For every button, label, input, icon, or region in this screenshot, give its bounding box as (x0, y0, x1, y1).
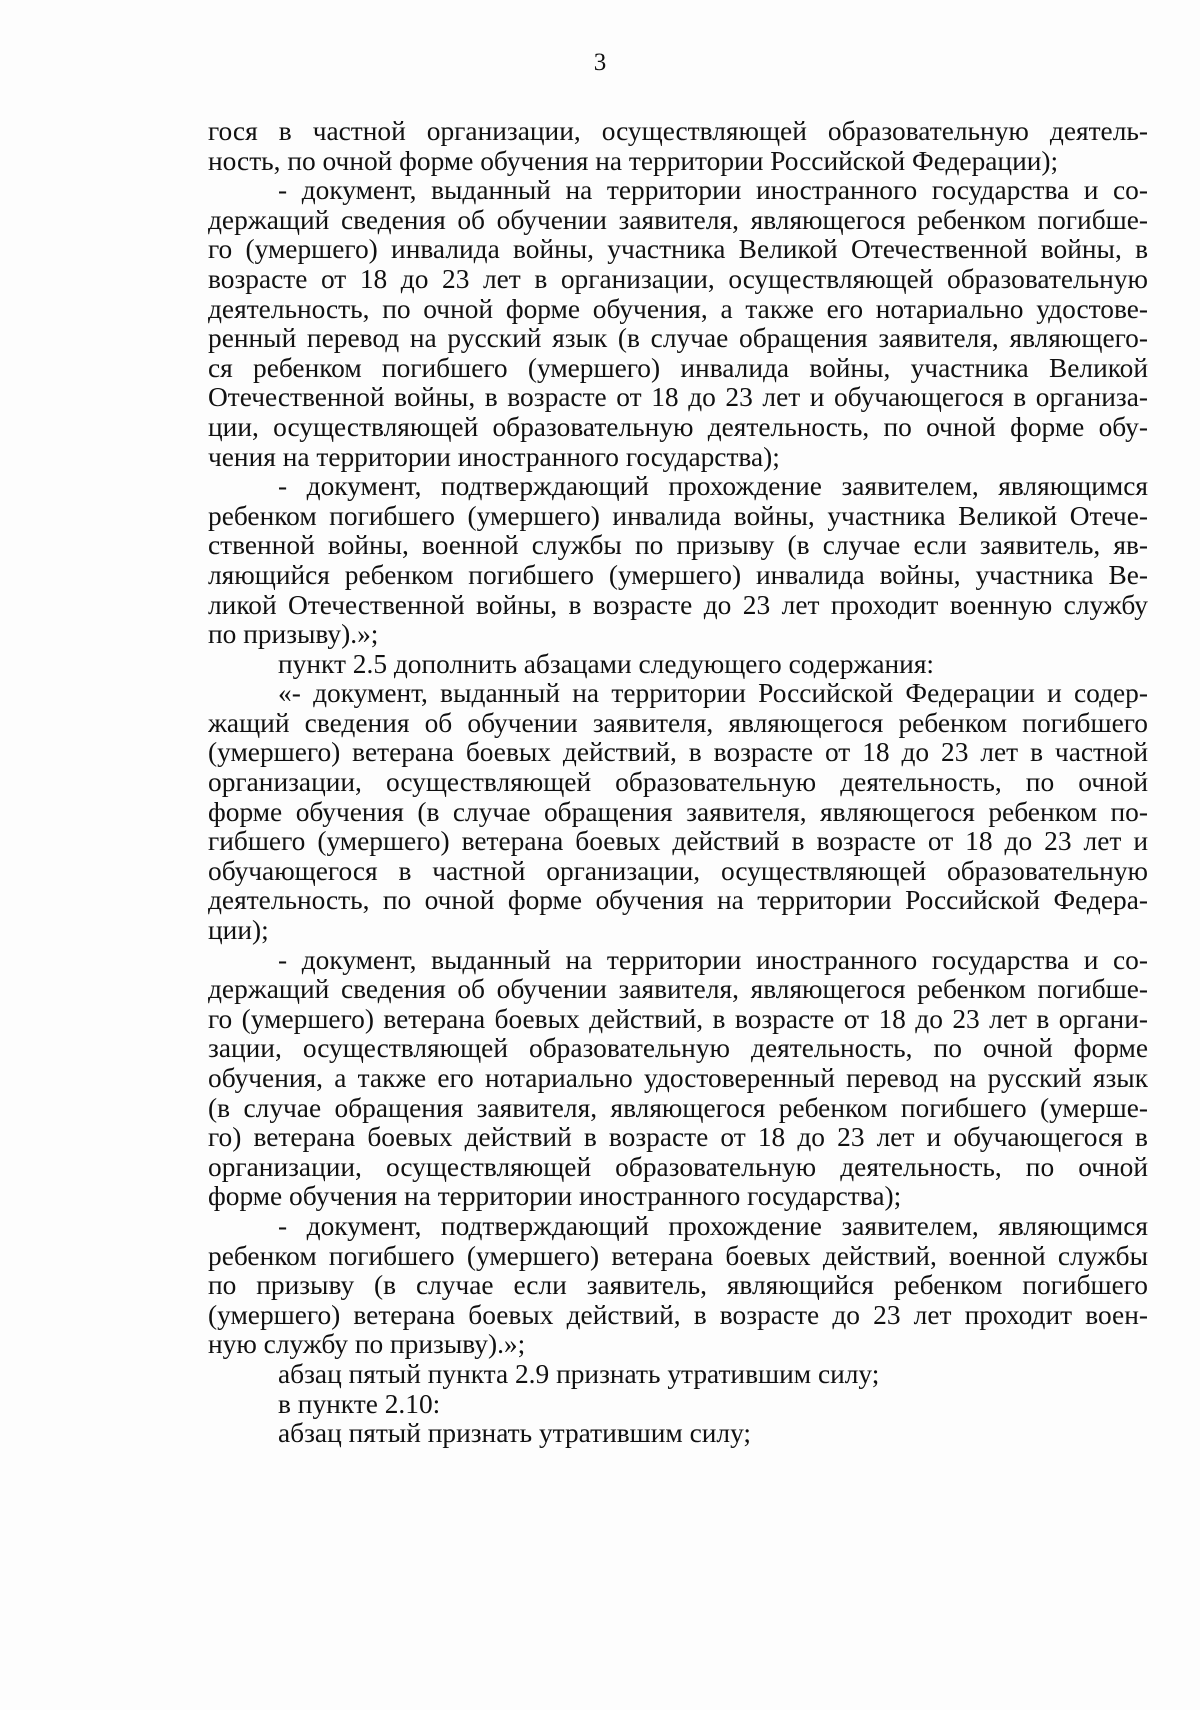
text-line: (умершего) ветерана боевых действий, в возрасте от 18 до 23 лет в частной (208, 738, 1148, 768)
text-line: деятельность, по очной форме обучения на территории Российской Федера- (208, 886, 1148, 916)
text-line: чения на территории иностранного государства); (208, 442, 780, 472)
text-line: гося в частной организации, осуществляющей образовательную деятель- (208, 117, 1148, 146)
text-line: деятельность, по очной форме обучения, а также его нотариально удостове- (208, 294, 1148, 324)
text-line: - документ, подтверждающий прохождение заявителем, являющимся (278, 1211, 1148, 1241)
text-line: обучающегося в частной организации, осуществляющей образовательную (208, 856, 1148, 886)
text-line: - документ, выданный на территории иностранного государства и со- (278, 945, 1148, 975)
text-line: - документ, выданный на территории иностранного государства и со- (278, 176, 1148, 206)
text-line: ликой Отечественной войны, в возрасте до 23 лет проходит военную службу (208, 590, 1148, 620)
text-line: абзац пятый признать утратившим силу; (278, 1419, 752, 1449)
text-line: ную службу по призыву).»; (208, 1330, 526, 1360)
text-line: ся ребенком погибшего (умершего) инвалида войны, участника Великой (208, 353, 1148, 383)
text-line: пункт 2.5 дополнить абзацами следующего содержания: (278, 649, 935, 679)
text-line: «- документ, выданный на территории Российской Федерации и содер- (278, 679, 1148, 709)
text-line: го (умершего) инвалида войны, участника Великой Отечественной войны, в (208, 235, 1148, 265)
text-line: обучения, а также его нотариально удостоверенный перевод на русский язык (208, 1064, 1148, 1093)
text-line: зации, осуществляющей образовательную деятельность, по очной форме (208, 1034, 1148, 1064)
text-line: - документ, подтверждающий прохождение заявителем, являющимся (278, 472, 1148, 502)
text-line: (умершего) ветерана боевых действий, в возрасте до 23 лет проходит воен- (208, 1300, 1148, 1330)
text-line: ляющийся ребенком погибшего (умершего) инвалида войны, участника Ве- (208, 560, 1148, 590)
text-line: ренный перевод на русский язык (в случае обращения заявителя, являющего- (208, 324, 1148, 354)
text-line: Отечественной войны, в возрасте от 18 до 23 лет и обучающегося в организа- (208, 383, 1148, 413)
text-line: форме обучения (в случае обращения заявителя, являющегося ребенком по- (208, 797, 1148, 827)
text-line: форме обучения на территории иностранного государства); (208, 1182, 902, 1212)
page-number: 3 (593, 49, 607, 76)
text-line: ственной войны, военной службы по призыву (в случае если заявитель, яв- (208, 531, 1148, 561)
text-line: по призыву).»; (208, 620, 379, 650)
text-line: ность, по очной форме обучения на территории Российской Федерации); (208, 146, 1059, 176)
text-line: ции); (208, 916, 269, 946)
text-line: ребенком погибшего (умершего) ветерана боевых действий, военной службы (208, 1241, 1148, 1271)
text-line: по призыву (в случае если заявитель, являющийся ребенком погибшего (208, 1271, 1148, 1301)
text-line: го (умершего) ветерана боевых действий, в возрасте от 18 до 23 лет в органи- (208, 1004, 1148, 1034)
text-line: организации, осуществляющей образовательную деятельность, по очной (208, 768, 1148, 798)
text-line: держащий сведения об обучении заявителя, являющегося ребенком погибше- (208, 205, 1148, 235)
text-line: ции, осуществляющей образовательную деятельность, по очной форме обу- (208, 412, 1148, 442)
text-line: го) ветерана боевых действий в возрасте от 18 до 23 лет и обучающегося в (208, 1123, 1148, 1153)
document-body (208, 117, 1148, 1449)
text-line: возрасте от 18 до 23 лет в организации, осуществляющей образовательную (208, 264, 1148, 294)
text-line: жащий сведения об обучении заявителя, являющегося ребенком погибшего (208, 708, 1148, 738)
text-line: в пункте 2.10: (278, 1389, 441, 1419)
text-line: держащий сведения об обучении заявителя, являющегося ребенком погибше- (208, 975, 1148, 1005)
text-line: ребенком погибшего (умершего) инвалида войны, участника Великой Отече- (208, 501, 1148, 531)
text-line: абзац пятый пункта 2.9 признать утратившим силу; (278, 1359, 880, 1389)
text-line: организации, осуществляющей образовательную деятельность, по очной (208, 1152, 1148, 1182)
text-line: (в случае обращения заявителя, являющегося ребенком погибшего (умерше- (208, 1093, 1148, 1123)
text-line: гибшего (умершего) ветерана боевых действий в возрасте от 18 до 23 лет и (208, 827, 1148, 857)
